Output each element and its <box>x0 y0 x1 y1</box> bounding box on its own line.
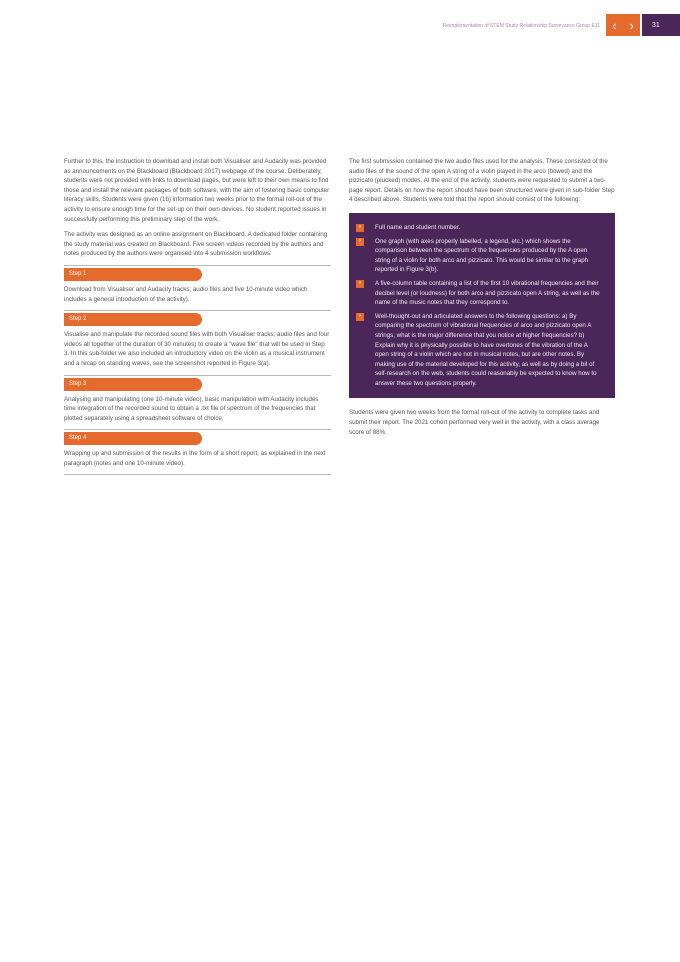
running-header-title: Reimplementation of STEM Study Relationship Surveyance Group E11 <box>442 23 600 29</box>
step-3-label: Step 3 <box>64 378 202 391</box>
step-2-text: Visualise and manipulate the recorded sound files with both Visualiser tracks; audio files and four videos all together of the duration of 30 minutes) to create a "wave file" that will be used in Step 3. In this sub-folder we also included an introductory video on the violin as a musical instrument and a recap on standing waves, see the screenshot reported in Figure 3(a). <box>64 331 330 367</box>
chevron-left-icon[interactable]: ‹ <box>612 17 617 33</box>
step-4-text: Wrapping up and submission of the results in the form of a short report, as explained in the next paragraph (notes and one 10-minute video). <box>64 450 326 467</box>
divider <box>64 265 331 266</box>
left-paragraph-1: Further to this, the instruction to download and install both Visualiser and Audacity was provided as announcements on the Blackboard (Blackboard 2017) webpage of the course. Deliberately, students were not provided with links to download pages, but were left to their own means to find those and install the relevant packages of both software, with the aim of fostering basic computer literacy skills. Students were given (1b) information two weeks prior to the formal roll-out of the activity to ensure enough time for the set-up on their own devices. No student reported issues in successfully performing this preliminary step of the work. <box>64 158 330 223</box>
left-paragraph-2: The activity was designed as an online assignment on Blackboard. A dedicated folder containing the study material was created on Blackboard. Five screen videos recorded by the authors and notes produced by the authors were organised into 4 submission workflows: <box>64 231 328 258</box>
step-2-label: Step 2 <box>64 313 202 326</box>
step-1-label: Step 1 <box>64 268 202 281</box>
step-1-header <box>64 265 331 279</box>
chevron-right-icon[interactable]: › <box>629 17 634 33</box>
arrow-icon: › <box>356 238 364 246</box>
right-paragraph-1: The first submission contained the two audio files used for the analysis. These consisted of the audio files of the sound of the open A string of a violin played in the arco (bowed) and the pizzicato (plucked) modes. At the end of the activity, students were requested to submit a two-page report. Details on how the report should have been structured were given in sub-folder Step 4 described above. Students were told that the report should consist of the following: <box>349 158 615 204</box>
requirement-item <box>356 279 603 308</box>
requirement-item <box>356 237 603 275</box>
step-3-header <box>64 375 331 389</box>
step-4-header <box>64 429 331 443</box>
step-4-label: Step 4 <box>64 432 202 445</box>
requirement-text: Well-thought-out and articulated answers to the following questions: a) By comparing the spectrum of vibrational frequencies of arco and pizzicato open A strings, what is the major difference that you notice at higher frequencies? b) Explain why it is physically possible to have overtones of the vibration of the A open string of a violin which are not in musical notes, but are other notes. By making use of the material developed for this activity, as well as by doing a bit of self-research on the web, students could reasonably be expected to know how to answer these two questions properly. <box>375 312 597 387</box>
page-navigation <box>606 14 640 36</box>
divider <box>64 429 331 430</box>
requirement-text: Full name and student number. <box>375 223 461 231</box>
divider <box>64 310 331 311</box>
page-number: 31 <box>642 14 680 36</box>
requirement-item <box>356 223 603 233</box>
step-2-header <box>64 310 331 324</box>
divider <box>64 375 331 376</box>
arrow-icon: › <box>356 313 364 321</box>
step-1-text: Download from Visualiser and Audacity tracks; audio files and five 10-minute video which includes a general introduction of the activity). <box>64 285 308 303</box>
requirement-text: One graph (with axes properly labelled, a legend, etc.) which shows the comparison between the spectrum of the frequencies produced by the A open string of a violin for both arco and pizzicato. This would be similar to the graph reported in Figure 3(b). <box>375 237 589 274</box>
right-column <box>349 157 615 443</box>
requirement-item <box>356 312 603 389</box>
report-requirements-box <box>349 213 615 399</box>
right-paragraph-2: Students were given two weeks from the formal roll-out of the activity to complete tasks and submit their report. The 2021 cohort performed very well in the activity, with a class average score of 88%. <box>349 409 600 436</box>
requirement-text: A five-column table containing a list of the first 10 vibrational frequencies and their decibel level (or loudness) for both arco and pizzicato open A string, as well as the name of the music notes that they correspond to. <box>375 279 600 307</box>
arrow-icon: › <box>356 280 364 288</box>
bottom-divider <box>64 474 331 475</box>
arrow-icon: › <box>356 224 364 232</box>
step-3-text: Analysing and manipulating (one 10-minute video), basic manipulation with Audacity includes time integration of the recorded sound to obtain a .txt file of spectrum of the frequencies that plotted separately using a spreadsheet software of choice. <box>64 395 319 422</box>
left-column <box>64 157 331 475</box>
